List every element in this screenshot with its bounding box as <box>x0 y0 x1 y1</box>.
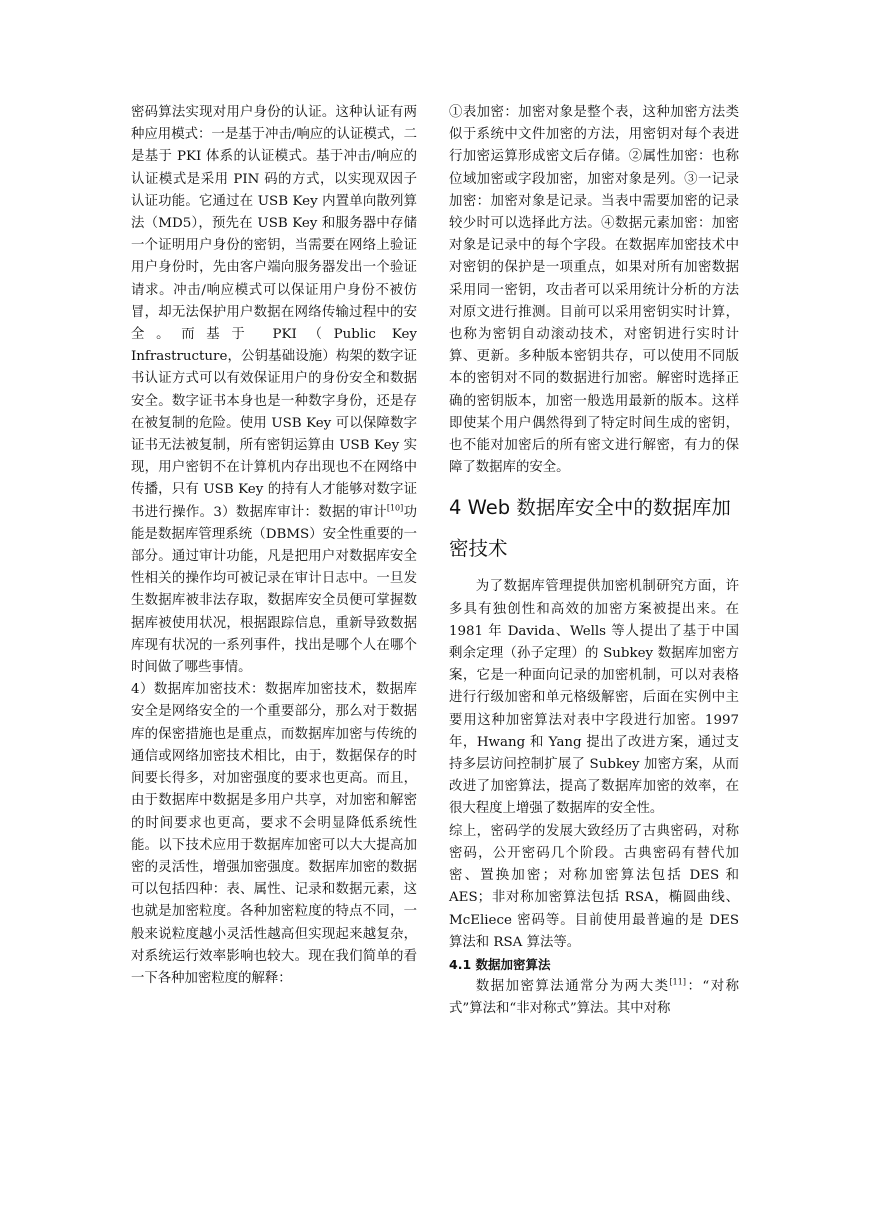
right-paragraph-3: 综上，密码学的发展大致经历了古典密码，对称密码，公开密码几个阶段。古典密码有替代加密、置换加密；对称加密算法包括 DES 和 AES；非对称加密算法包括 RSA，椭圆曲线、McEliece 密码等。目前使用最普遍的是 DES 算法和 RSA 算法等。 <box>449 823 739 950</box>
citation-10: [10] <box>386 503 404 513</box>
right-column <box>449 102 739 1020</box>
left-paragraph-1: 密码算法实现对用户身份的认证。这种认证有两种应用模式：一是基于冲击/响应的认证模式，二是基于 PKI 体系的认证模式。基于冲击/响应的认证模式是采用 PIN 码的方式，以实现双因子认证功能。它通过在 USB Key 内置单向散列算法（MD5），预先在 USB Key 和服务器中存储一个证明用户身份的密钥，当需要在网络上验证用户身份时，先由客户端向服务器发出一个验证请求。冲击/响应模式可以保证用户身份不被仿冒，却无法保护用户数据在网络传输过程中的安全。而基于 PKI（Public Key Infrastructure，公钥基础设施）构架的数字证书认证方式可以有效保证用户的身份安全和数据安全。数字证书本身也是一种数字身份，还是存在被复制的危险。使用 USB Key 可以保障数字证书无法被复制，所有密钥运算由 USB Key 实现，用户密钥不在计算机内存出现也不在网络中传播，只有 USB Key 的持有人才能够对数字证书进行操作。3）数据库审计：数据的审计[10]功能是数据库管理系统（DBMS）安全性重要的一部分。通过审计功能，凡是把用户对数据库安全性相关的操作均可被记录在审计日志中。一旦发生数据库被非法存取，数据库安全员便可掌握数据库被使用状况，根据跟踪信息，重新导致数据库现有状况的一系列事件，找出是哪个人在哪个时间做了哪些事情。 <box>131 105 417 676</box>
subsection-heading: 4.1 数据加密算法 <box>449 956 551 972</box>
section-heading: 4 Web 数据库安全中的数据库加密技术 <box>449 496 731 561</box>
citation-11: [11] <box>669 977 686 987</box>
left-column <box>131 102 417 990</box>
right-paragraph-1: ①表加密：加密对象是整个表，这种加密方法类似于系统中文件加密的方法，用密钥对每个表进行加密运算形成密文后存储。②属性加密：也称位域加密或字段加密，加密对象是列。③一记录加密：加密对象是记录。当表中需要加密的记录较少时可以选择此方法。④数据元素加密：加密对象是记录中的每个字段。在数据库加密技术中对密钥的保护是一项重点，如果对所有加密数据采用同一密钥，攻击者可以采用统计分析的方法对原文进行推测。目前可以采用密钥实时计算，也称为密钥自动滚动技术，对密钥进行实时计算、更新。多种版本密钥共存，可以使用不同版本的密钥对不同的数据进行加密。解密时选择正确的密钥版本，加密一般选用最新的版本。这样即使某个用户偶然得到了特定时间生成的密钥，也不能对加密后的所有密文进行解密，有力的保障了数据库的安全。 <box>449 105 739 476</box>
right-paragraph-4: 数据加密算法通常分为两大类[11]：“对称式”算法和“非对称式”算法。其中对称 <box>449 977 739 1017</box>
right-paragraph-2: 为了数据库管理提供加密机制研究方面，许多具有独创性和高效的加密方案被提出来。在 1981 年 Davida、Wells 等人提出了基于中国剩余定理（孙子定理）的 Subkey 数据库加密方案，它是一种面向记录的加密机制，可以对表格进行行级加密和单元格级解密，后面在实例中主要用这种加密算法对表中字段进行加密。1997 年，Hwang 和 Yang 提出了改进方案，通过支持多层访问控制扩展了 Subkey 加密方案，从而改进了加密算法，提高了数据库加密的效率，在很大程度上增强了数据库的安全性。 <box>449 579 739 817</box>
left-paragraph-2: 4）数据库加密技术：数据库加密技术，数据库安全是网络安全的一个重要部分，那么对于数据库的保密措施也是重点，而数据库加密与传统的通信或网络加密技术相比，由于，数据保存的时间要长得多，对加密强度的要求也更高。而且，由于数据库中数据是多用户共享，对加密和解密的时间要求也更高，要求不会明显降低系统性能。以下技术应用于数据库加密可以大大提高加密的灵活性，增强加密强度。数据库加密的数据可以包括四种：表、属性、记录和数据元素，这也就是加密粒度。各种加密粒度的特点不同，一般来说粒度越小灵活性越高但实现起来越复杂，对系统运行效率影响也较大。现在我们简单的看一下各种加密粒度的解释： <box>131 682 417 986</box>
